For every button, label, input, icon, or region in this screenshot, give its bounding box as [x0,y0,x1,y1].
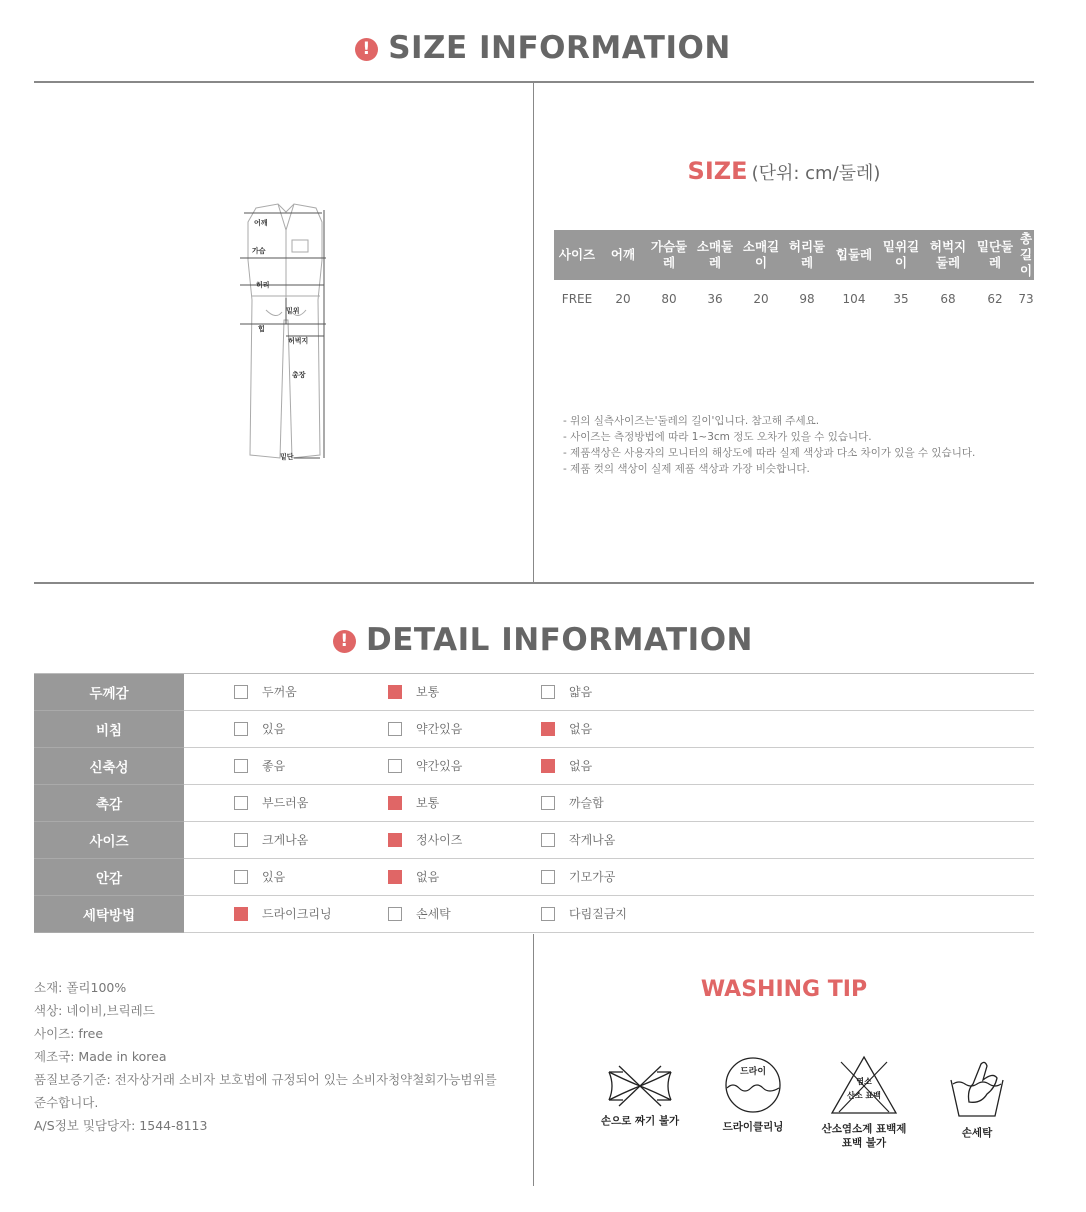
product-info [34,976,534,1137]
note-item: - 사이즈는 측정방법에 따라 1~3cm 정도 오차가 있을 수 있습니다. [563,431,872,443]
checkbox-unchecked [234,870,248,884]
table-row [554,280,1034,318]
size-table-body [554,280,1034,318]
detail-options [184,674,1034,711]
size-column-header: 총길이 [1019,231,1033,278]
detail-row [34,711,1034,748]
detail-row-label: 신축성 [34,748,184,785]
size-cell: 104 [842,292,866,306]
jumpsuit-measurement-figure [236,200,336,465]
size-table-header [554,230,1034,280]
checkbox-unchecked [541,870,555,884]
detail-row-label: 안감 [34,859,184,896]
detail-options [184,859,1034,896]
product-info-line: 색상: 네이비,브릭레드 [34,1003,155,1018]
figure-label-thigh: 허벅지 [288,337,309,345]
checkbox-checked [541,722,555,736]
size-cell: 36 [707,292,723,306]
detail-row-label: 촉감 [34,785,184,822]
product-info-line: A/S정보 및담당자: 1544-8113 [34,1118,208,1133]
option-label: 얇음 [569,685,593,699]
detail-options [184,822,1034,859]
checkbox-unchecked [234,685,248,699]
figure-label-chest: 가슴 [252,247,266,255]
product-info-line: 소재: 폴리100% [34,980,127,995]
wash-item-no-wring: 손으로 짜기 불가 [590,1064,690,1128]
detail-row [34,748,1034,785]
size-column-header: 허리둘레 [784,230,830,280]
checkbox-unchecked [388,722,402,736]
detail-table [34,673,1034,933]
note-item: - 제품색상은 사용자의 모니터의 해상도에 따라 실제 색상과 다소 차이가 있을 수 있습니다. [563,447,976,459]
svg-text:염소: 염소 [856,1077,872,1086]
size-cell: 98 [799,292,815,306]
detail-options [184,896,1034,933]
wash-item-no-bleach: 염소 산소 표백 산소염소계 표백제 표백 불가 [816,1054,912,1150]
size-column-header: 가슴둘레 [646,230,692,280]
option-label: 손세탁 [416,907,451,921]
figure-label-waist: 허리 [256,281,270,289]
option-label: 약간있음 [416,759,463,773]
checkbox-checked [388,870,402,884]
option-label: 없음 [569,759,593,773]
svg-text:산소 표백: 산소 표백 [847,1091,881,1100]
size-cell: 73 [1018,292,1034,306]
size-heading: SIZE (단위: cm/둘레) [687,157,881,185]
checkbox-checked [388,796,402,810]
product-info-line: 제조국: Made in korea [34,1049,167,1064]
size-cell: 35 [893,292,909,306]
size-column-header: 밑위길이 [878,230,924,280]
size-cell: 80 [661,292,677,306]
checkbox-unchecked [541,907,555,921]
checkbox-checked [388,833,402,847]
exclamation-icon: ! [333,630,356,653]
checkbox-checked [234,907,248,921]
detail-row-label: 사이즈 [34,822,184,859]
wash-item-hand-wash: 손세탁 [936,1058,1018,1140]
no-bleach-icon [829,1054,899,1116]
option-label: 두꺼움 [262,685,297,699]
size-cell: 20 [615,292,631,306]
detail-options [184,785,1034,822]
checkbox-unchecked [541,833,555,847]
figure-label-hem: 밑단 [280,453,294,461]
size-notes [563,413,975,477]
option-label: 있음 [262,870,286,884]
detail-row [34,674,1034,711]
option-label: 있음 [262,722,286,736]
checkbox-unchecked [541,796,555,810]
figure-label-rise: 밑위 [286,307,300,315]
option-label: 없음 [569,722,593,736]
detail-options [184,711,1034,748]
checkbox-unchecked [388,907,402,921]
figure-label-hip: 힙 [258,325,265,333]
option-label: 다림질금지 [569,907,627,921]
size-information-title: ! SIZE INFORMATION [0,30,1086,66]
checkbox-unchecked [541,685,555,699]
checkbox-checked [388,685,402,699]
washing-tip-title: WASHING TIP [700,977,868,1002]
size-column-header: 소매둘레 [692,230,738,280]
no-wring-icon [605,1064,675,1108]
size-cell: 62 [987,292,1003,306]
size-column-header: 허벅지둘레 [924,230,972,280]
detail-row-label: 세탁방법 [34,896,184,933]
detail-options [184,748,1034,785]
checkbox-checked [541,759,555,773]
wash-item-dry-clean: 드라이 드라이클리닝 [706,1056,800,1134]
detail-information-title: ! DETAIL INFORMATION [0,622,1086,658]
detail-row [34,822,1034,859]
product-info-line: 품질보증기준: 전자상거래 소비자 보호법에 규정되어 있는 소비자청약철회가능범위를 [34,1072,497,1087]
option-label: 드라이크리닝 [262,907,332,921]
size-cell: 68 [940,292,956,306]
detail-row [34,896,1034,933]
size-table [554,230,1034,318]
size-column-header: 힙둘레 [830,230,878,280]
note-item: - 제품 컷의 색상이 실제 제품 색상과 가장 비슷합니다. [563,463,810,475]
option-label: 보통 [416,796,440,810]
note-item: - 위의 실측사이즈는'둘레의 길이'입니다. 참고해 주세요. [563,415,820,427]
option-label: 크게나옴 [262,833,309,847]
dry-clean-icon [723,1056,783,1114]
checkbox-unchecked [234,833,248,847]
option-label: 보통 [416,685,440,699]
size-column-header: 어깨 [600,230,646,280]
hand-wash-icon [947,1058,1007,1120]
jumpsuit-drawing [236,200,336,465]
size-column-header: 밑단둘레 [972,230,1018,280]
figure-label-length: 총장 [292,371,306,379]
size-cell: 20 [753,292,769,306]
product-info-line: 사이즈: free [34,1026,104,1041]
detail-row-label: 두께감 [34,674,184,711]
option-label: 작게나옴 [569,833,616,847]
divider [34,582,1034,584]
size-cell: FREE [561,292,593,306]
detail-row-label: 비침 [34,711,184,748]
size-column-header: 소매길이 [738,230,784,280]
option-label: 좋음 [262,759,286,773]
option-label: 까슬함 [569,796,604,810]
exclamation-icon: ! [355,38,378,61]
option-label: 정사이즈 [416,833,463,847]
checkbox-unchecked [388,759,402,773]
detail-row [34,785,1034,822]
checkbox-unchecked [234,759,248,773]
figure-label-shoulder: 어깨 [254,219,268,227]
checkbox-unchecked [234,722,248,736]
option-label: 기모가공 [569,870,616,884]
divider [34,81,1034,83]
option-label: 약간있음 [416,722,463,736]
checkbox-unchecked [234,796,248,810]
svg-text:드라이: 드라이 [739,1067,767,1077]
option-label: 부드러움 [262,796,309,810]
size-column-header: 사이즈 [554,230,600,280]
option-label: 없음 [416,870,440,884]
product-info-line: 준수합니다. [34,1095,99,1110]
detail-row [34,859,1034,896]
